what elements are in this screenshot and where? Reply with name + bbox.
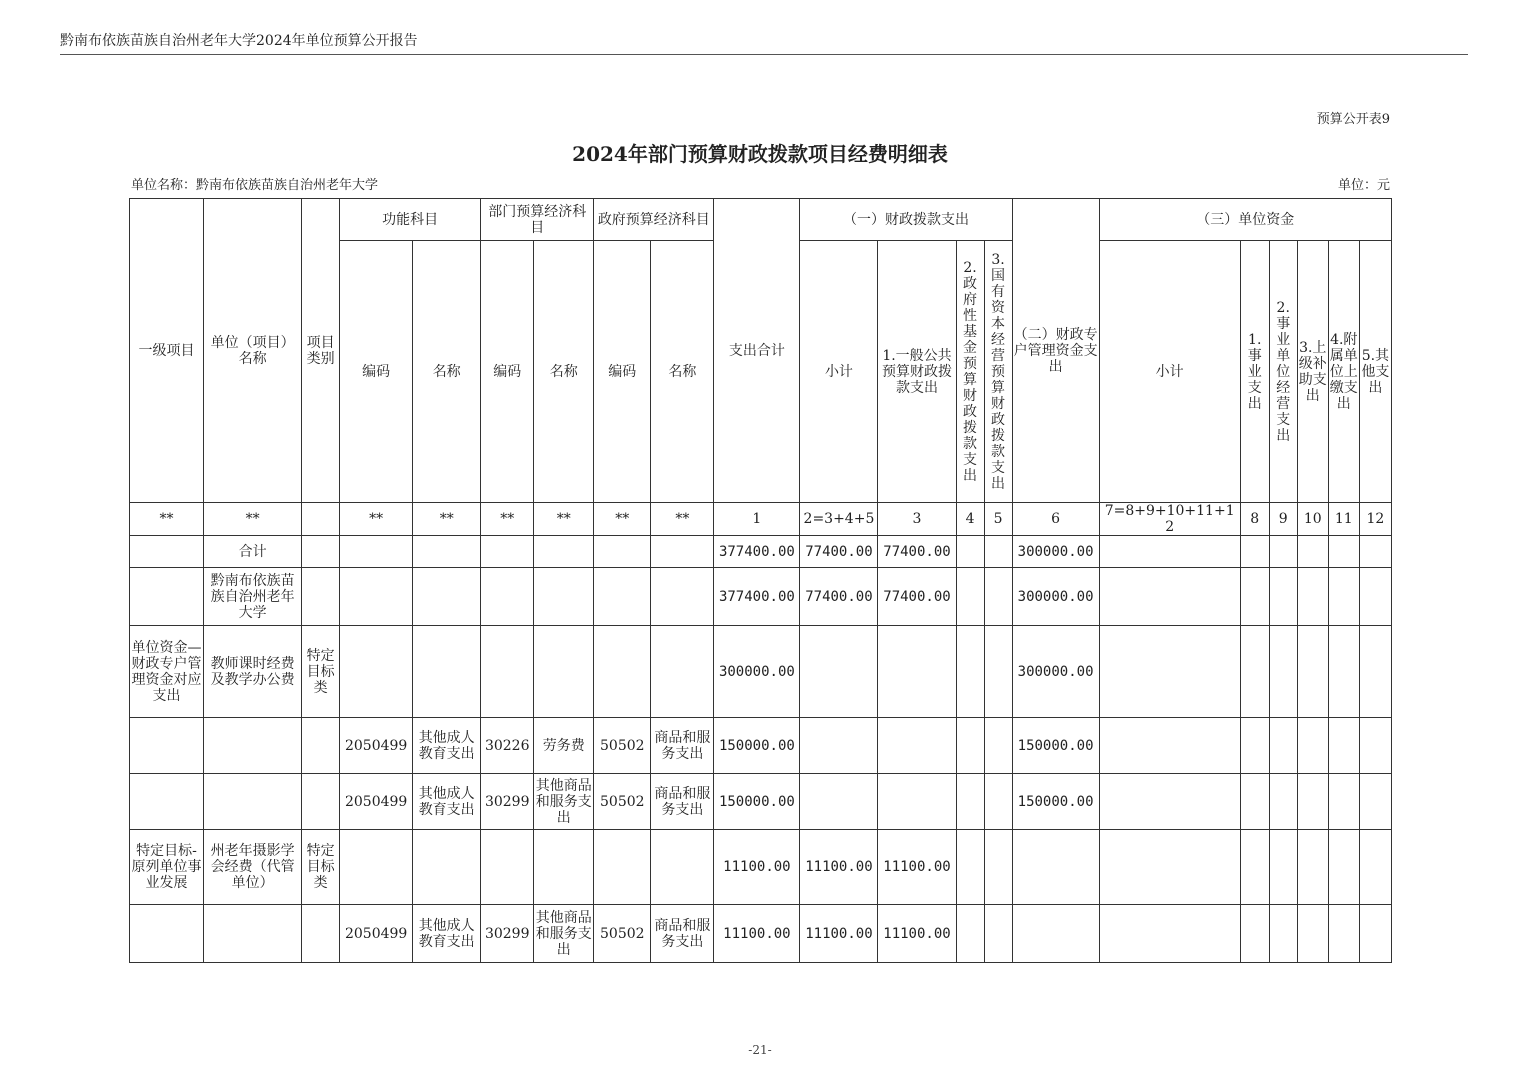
table-cell [1240, 718, 1269, 774]
table-cell: 11100.00 [878, 905, 956, 963]
table-cell [1099, 718, 1240, 774]
table-cell [1240, 905, 1269, 963]
table-cell [1359, 905, 1391, 963]
index-cell: 7=8+9+10+11+12 [1099, 503, 1240, 536]
header-fiscal: （一）财政拨款支出 [800, 199, 1012, 241]
table-cell: 30226 [481, 718, 534, 774]
table-cell [1269, 568, 1297, 626]
index-cell: ** [413, 503, 481, 536]
table-cell [1240, 568, 1269, 626]
table-cell [413, 568, 481, 626]
table-cell: 50502 [594, 718, 651, 774]
table-cell [130, 536, 204, 568]
header-unit-project: 单位（项目）名称 [204, 199, 302, 503]
table-cell [534, 830, 594, 905]
table-cell [302, 905, 340, 963]
header-state-capital: 3.国有资本经营预算财政拨款支出 [984, 241, 1012, 503]
table-cell [594, 626, 651, 718]
header-func-code: 编码 [340, 241, 413, 503]
table-cell [1269, 830, 1297, 905]
table-cell [1359, 536, 1391, 568]
index-cell: ** [340, 503, 413, 536]
table-cell: 150000.00 [714, 774, 800, 830]
index-cell: 9 [1269, 503, 1297, 536]
header-dept-code: 编码 [481, 241, 534, 503]
table-cell [1359, 568, 1391, 626]
table-cell [130, 718, 204, 774]
table-cell [1269, 774, 1297, 830]
table-cell [340, 830, 413, 905]
table-cell [956, 774, 984, 830]
table-cell [1297, 536, 1328, 568]
header-divider [60, 54, 1468, 55]
currency-unit: 单位：元 [1337, 178, 1390, 193]
table-cell [1328, 830, 1359, 905]
table-row [130, 568, 1392, 626]
report-header: 黔南布依族苗族自治州老年大学2024年单位预算公开报告 [60, 33, 418, 49]
table-cell [1297, 626, 1328, 718]
table-cell [956, 568, 984, 626]
budget-table [129, 198, 1392, 963]
table-cell [956, 536, 984, 568]
table-cell: 77400.00 [878, 536, 956, 568]
table-cell [204, 718, 302, 774]
table-cell: 其他成人教育支出 [413, 905, 481, 963]
table-cell [340, 626, 413, 718]
table-cell [651, 536, 714, 568]
table-cell: 2050499 [340, 774, 413, 830]
index-cell: 11 [1328, 503, 1359, 536]
header-gov-fund: 2.政府性基金预算财政拨款支出 [956, 241, 984, 503]
table-cell: 11100.00 [800, 905, 878, 963]
index-cell: 4 [956, 503, 984, 536]
table-cell [956, 830, 984, 905]
table-cell: 30299 [481, 905, 534, 963]
table-cell [956, 718, 984, 774]
table-cell [534, 536, 594, 568]
table-cell: 其他商品和服务支出 [534, 774, 594, 830]
table-cell [651, 568, 714, 626]
table-cell [1359, 830, 1391, 905]
header-unit-subtotal: 小计 [1099, 241, 1240, 503]
table-cell: 300000.00 [1012, 568, 1099, 626]
index-cell: ** [534, 503, 594, 536]
table-cell [1328, 905, 1359, 963]
header-func-subject: 功能科目 [340, 199, 481, 241]
table-cell: 2050499 [340, 718, 413, 774]
table-cell [204, 905, 302, 963]
table-cell [302, 774, 340, 830]
table-cell [302, 718, 340, 774]
header-gov-code: 编码 [594, 241, 651, 503]
table-cell: 商品和服务支出 [651, 774, 714, 830]
header-fiscal-subtotal: 小计 [800, 241, 878, 503]
table-cell [800, 718, 878, 774]
table-cell: 50502 [594, 905, 651, 963]
table-cell: 其他成人教育支出 [413, 774, 481, 830]
table-cell: 150000.00 [1012, 774, 1099, 830]
table-number: 预算公开表9 [1316, 112, 1390, 127]
index-cell: 2=3+4+5 [800, 503, 878, 536]
table-row [130, 718, 1392, 774]
table-cell [302, 568, 340, 626]
table-cell [984, 830, 1012, 905]
page-number: -21- [748, 1043, 772, 1057]
table-cell: 商品和服务支出 [651, 905, 714, 963]
table-cell [651, 830, 714, 905]
index-cell: 1 [714, 503, 800, 536]
table-cell [984, 626, 1012, 718]
table-cell [481, 830, 534, 905]
table-cell [413, 626, 481, 718]
table-cell: 11100.00 [878, 830, 956, 905]
table-cell [878, 718, 956, 774]
table-cell: 50502 [594, 774, 651, 830]
table-cell [878, 774, 956, 830]
table-cell [1297, 830, 1328, 905]
table-cell [984, 774, 1012, 830]
table-cell [1012, 830, 1099, 905]
table-cell: 150000.00 [714, 718, 800, 774]
table-cell: 特定目标类 [302, 830, 340, 905]
table-cell [594, 830, 651, 905]
table-cell [1240, 774, 1269, 830]
table-cell: 77400.00 [800, 568, 878, 626]
table-cell [481, 536, 534, 568]
header-biz: 1.事业支出 [1240, 241, 1269, 503]
table-row [130, 774, 1392, 830]
table-cell [534, 568, 594, 626]
index-cell [302, 503, 340, 536]
header-total: 支出合计 [714, 199, 800, 503]
table-row [130, 626, 1392, 718]
table-cell: 377400.00 [714, 536, 800, 568]
index-cell: 3 [878, 503, 956, 536]
table-cell [956, 626, 984, 718]
table-cell [130, 905, 204, 963]
table-cell [1297, 568, 1328, 626]
table-cell [1269, 905, 1297, 963]
table-cell [340, 568, 413, 626]
table-cell: 300000.00 [714, 626, 800, 718]
header-row-1 [130, 199, 1392, 241]
table-cell: 11100.00 [714, 830, 800, 905]
table-cell [651, 626, 714, 718]
table-cell [1359, 774, 1391, 830]
header-level1: 一级项目 [130, 199, 204, 503]
table-cell [1240, 626, 1269, 718]
table-cell: 特定目标类 [302, 626, 340, 718]
table-cell [1240, 536, 1269, 568]
table-cell [984, 718, 1012, 774]
header-general-budget: 1.一般公共预算财政拨款支出 [878, 241, 956, 503]
table-cell: 150000.00 [1012, 718, 1099, 774]
table-cell [1240, 830, 1269, 905]
index-cell: ** [481, 503, 534, 536]
table-cell: 特定目标-原列单位事业发展 [130, 830, 204, 905]
header-gov-econ: 政府预算经济科目 [594, 199, 714, 241]
table-cell [1012, 905, 1099, 963]
table-cell [878, 626, 956, 718]
table-cell: 州老年摄影学会经费（代管单位） [204, 830, 302, 905]
table-cell [1099, 905, 1240, 963]
table-cell: 教师课时经费及教学办公费 [204, 626, 302, 718]
table-cell [1099, 626, 1240, 718]
table-cell [1099, 536, 1240, 568]
table-cell [594, 536, 651, 568]
table-cell [302, 536, 340, 568]
table-cell: 11100.00 [714, 905, 800, 963]
index-cell: 10 [1297, 503, 1328, 536]
table-cell: 30299 [481, 774, 534, 830]
table-cell: 77400.00 [800, 536, 878, 568]
index-cell: 5 [984, 503, 1012, 536]
table-cell [1297, 905, 1328, 963]
table-cell: 377400.00 [714, 568, 800, 626]
table-cell: 其他成人教育支出 [413, 718, 481, 774]
table-cell [984, 905, 1012, 963]
table-cell [1359, 626, 1391, 718]
table-cell: 商品和服务支出 [651, 718, 714, 774]
table-cell [1269, 536, 1297, 568]
table-cell: 11100.00 [800, 830, 878, 905]
table-cell [481, 626, 534, 718]
header-dept-econ: 部门预算经济科目 [481, 199, 594, 241]
page-title: 2024年部门预算财政拨款项目经费明细表 [572, 142, 948, 166]
table-cell: 300000.00 [1012, 536, 1099, 568]
table-cell [1328, 626, 1359, 718]
table-cell: 300000.00 [1012, 626, 1099, 718]
index-cell: 6 [1012, 503, 1099, 536]
table-cell [1328, 536, 1359, 568]
table-cell [956, 905, 984, 963]
table-cell [413, 830, 481, 905]
table-cell [130, 568, 204, 626]
table-cell [800, 774, 878, 830]
table-cell [594, 568, 651, 626]
index-row [130, 503, 1392, 536]
header-other: 5.其他支出 [1359, 241, 1391, 503]
table-cell [1328, 718, 1359, 774]
header-affiliate: 4.附属单位上缴支出 [1328, 241, 1359, 503]
table-row [130, 830, 1392, 905]
table-cell [204, 774, 302, 830]
table-cell: 劳务费 [534, 718, 594, 774]
table-cell: 合计 [204, 536, 302, 568]
index-cell: ** [594, 503, 651, 536]
index-cell: ** [651, 503, 714, 536]
table-cell [534, 626, 594, 718]
table-cell [800, 626, 878, 718]
table-cell [481, 568, 534, 626]
index-cell: 12 [1359, 503, 1391, 536]
table-row [130, 905, 1392, 963]
table-cell: 77400.00 [878, 568, 956, 626]
table-cell [1099, 830, 1240, 905]
header-biz-op: 2.事业单位经营支出 [1269, 241, 1297, 503]
table-cell: 其他商品和服务支出 [534, 905, 594, 963]
header-dept-name: 名称 [534, 241, 594, 503]
table-cell [1297, 774, 1328, 830]
header-upper: 3.上级补助支出 [1297, 241, 1328, 503]
table-cell: 黔南布依族苗族自治州老年大学 [204, 568, 302, 626]
header-unit-funds: （三）单位资金 [1099, 199, 1391, 241]
index-cell: 8 [1240, 503, 1269, 536]
table-row [130, 536, 1392, 568]
table-cell [130, 774, 204, 830]
table-cell [984, 568, 1012, 626]
header-special: （二）财政专户管理资金支出 [1012, 199, 1099, 503]
index-cell: ** [204, 503, 302, 536]
table-cell [1297, 718, 1328, 774]
table-cell [1328, 568, 1359, 626]
table-cell: 单位资金—财政专户管理资金对应支出 [130, 626, 204, 718]
header-project-type: 项目类别 [302, 199, 340, 503]
table-cell [1269, 718, 1297, 774]
table-cell: 2050499 [340, 905, 413, 963]
table-cell [1269, 626, 1297, 718]
table-cell [413, 536, 481, 568]
table-cell [340, 536, 413, 568]
table-cell [1099, 568, 1240, 626]
index-cell: ** [130, 503, 204, 536]
unit-name: 单位名称：黔南布依族苗族自治州老年大学 [131, 178, 379, 193]
table-cell [984, 536, 1012, 568]
table-body [130, 536, 1392, 963]
table-cell [1328, 774, 1359, 830]
table-cell [1099, 774, 1240, 830]
header-func-name: 名称 [413, 241, 481, 503]
header-gov-name: 名称 [651, 241, 714, 503]
table-cell [1359, 718, 1391, 774]
